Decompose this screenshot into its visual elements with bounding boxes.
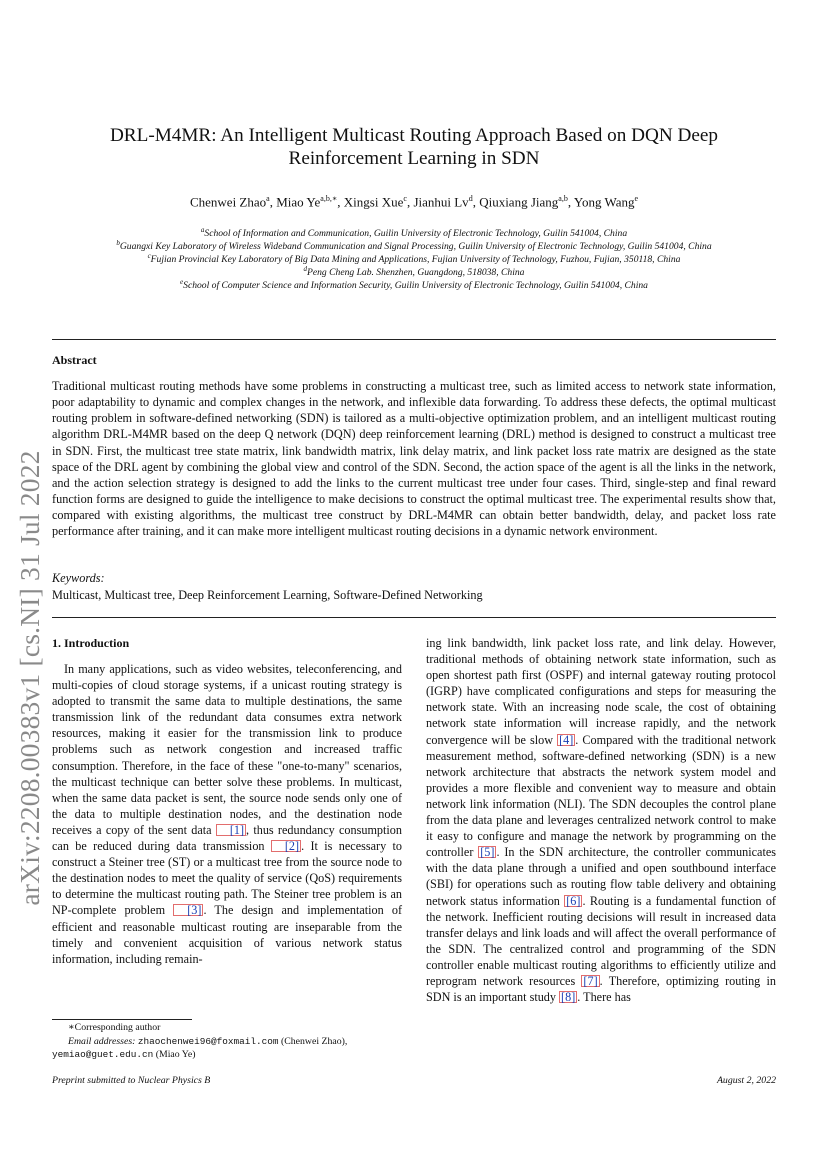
affiliation-mark: a bbox=[200, 226, 205, 234]
citation-link[interactable]: [5] bbox=[480, 845, 495, 860]
paragraph-text: . There has bbox=[577, 990, 631, 1005]
affiliation-mark: c bbox=[147, 252, 151, 261]
author-affiliation-mark: a,b bbox=[558, 194, 568, 203]
citation-link[interactable]: [8] bbox=[561, 990, 576, 1005]
author-name: Chenwei Zhao bbox=[189, 194, 267, 210]
paper-title bbox=[60, 124, 768, 170]
paragraph-text: ing link bandwidth, link packet loss rate, and link delay. However, traditional methods of obtaining network state information, such as open shortest path first (OSPF) and internal gateway routing protocol (IGRP) have complicated configurations and steps for measuring the network state. With an increasing node scale, the cost of obtaining network state information will increase rapidly, and the network convergence will be slow bbox=[426, 636, 776, 747]
keywords-text: Multicast, Multicast tree, Deep Reinforcement Learning, Software-Defined Networking bbox=[52, 588, 483, 602]
paragraph-text: In many applications, such as video websites, teleconferencing, and multi-copies of cloud storage systems, if a unicast routing strategy is adopted to transmit the same data to multiple destinations, the same transmission link of the redundant data consumes extra network resources, making it easier for the transmission link to produce problems such as network congestion and increased traffic consumption. Therefore, in the face of these "one-to-many" scenarios, the multicast technique can better solve these problems. In multicast, when the same data packet is sent, the source node sends only one of the data to multiple destination nodes, and the destination node receives a copy of the sent data bbox=[52, 662, 402, 837]
author-name: Qiuxiang Jiang bbox=[479, 194, 559, 210]
left-column-text bbox=[52, 661, 402, 967]
paragraph-text: . The design and implementation of efficient and reasonable multicast routing are inseparable from the timely and convenient acquisition of various network status information, including remain- bbox=[52, 903, 402, 966]
citation-link[interactable]: [3] bbox=[173, 904, 203, 916]
affiliation-mark: b bbox=[116, 239, 120, 248]
right-column-text bbox=[426, 635, 776, 1005]
author-name: Xingsi Xue bbox=[343, 194, 404, 210]
citation-link[interactable]: [2] bbox=[271, 840, 301, 852]
email-name-ye: (Miao Ye) bbox=[155, 1049, 196, 1060]
affiliation-line bbox=[40, 276, 788, 292]
paragraph-text: . It is necessary to construct a Steiner tree (ST) or a multicast tree from the source node to the destination nodes to meet the quality of service (QoS) requirements to determine the multicast routing path. The Steiner tree problem is an NP-complete problem bbox=[52, 839, 402, 918]
paragraph-text: . Routing is a fundamental function of the network. Inefficient routing decisions will result in increased data transfer delays and link loads and will affect the overall performance of the SDN. The centralized control and programming of the SDN controller enable multicast routing algorithms to efficiently utilize and reprogram network resources bbox=[426, 893, 776, 988]
author-name: Miao Ye bbox=[276, 194, 321, 210]
footnote-rule bbox=[52, 1019, 192, 1020]
author-affiliation-mark: c bbox=[403, 194, 407, 203]
paper-title-line1: DRL-M4MR: An Intelligent Multicast Routing Approach Based on DQN Deep bbox=[109, 125, 719, 146]
author-name: Jianhui Lv bbox=[413, 194, 469, 210]
affiliation-mark: e bbox=[180, 278, 184, 287]
footer-date: August 2, 2022 bbox=[716, 1075, 776, 1086]
paragraph bbox=[52, 661, 402, 967]
author-affiliation-mark: a bbox=[266, 194, 270, 203]
author-name: Yong Wang bbox=[573, 194, 635, 210]
author-affiliation-mark: e bbox=[634, 194, 639, 203]
email-link-ye[interactable]: yemiao@guet.edu.cn bbox=[52, 1049, 154, 1060]
citation-link[interactable]: [1] bbox=[216, 824, 246, 836]
affiliation-text: Peng Cheng Lab. Shenzhen, Guangdong, 518038, China bbox=[307, 267, 525, 279]
email-name-zhao: (Chenwei Zhao), bbox=[280, 1036, 348, 1047]
affiliation-text: School of Computer Science and Information Security, Guilin University of Electronic Technology, Guilin 541004, China bbox=[183, 280, 648, 292]
paragraph-text: , thus redundancy consumption can be reduced during data transmission bbox=[52, 822, 402, 854]
citation-link[interactable]: [6] bbox=[566, 893, 581, 908]
arxiv-sidebar-stamp bbox=[0, 378, 60, 978]
abstract-heading: Abstract bbox=[52, 353, 97, 367]
top-rule bbox=[52, 339, 776, 340]
author-list: Chenwei Zhao$^a$, Miao $Ye^{a,b,∗}$, Xingsi Xue$^c$, Jianhui Lv$^d$, Qiuxiang Jiang$^{a,b}$, Yong Wang$^e$ bbox=[189, 194, 639, 210]
footnote-email-label: Email addresses: bbox=[68, 1036, 136, 1047]
bottom-rule bbox=[52, 617, 776, 618]
footnote-corresponding: ∗Corresponding author bbox=[68, 1022, 161, 1033]
affiliation-text: Guangxi Key Laboratory of Wireless Wideband Communication and Signal Processing, Guilin University of Electronic Technology, Guilin 541004, China bbox=[119, 241, 712, 253]
section-heading-introduction: 1. Introduction bbox=[52, 636, 130, 650]
paragraph-text: . Therefore, optimizing routing in SDN is an important study bbox=[426, 973, 776, 1005]
paragraph bbox=[426, 635, 776, 1005]
footer-preprint-note: Preprint submitted to Nuclear Physics B bbox=[52, 1075, 211, 1086]
email-link-zhao[interactable]: zhaochenwei96@foxmail.com bbox=[137, 1036, 279, 1047]
affiliation-mark: d bbox=[303, 265, 308, 274]
affiliation-text: School of Information and Communication, Guilin University of Electronic Technology, Guilin 541004, China bbox=[204, 228, 628, 240]
arxiv-identifier: arXiv:2208.00383v1 [cs.NI] 31 Jul 2022 bbox=[14, 450, 45, 906]
paragraph-text: . Compared with the traditional network measurement method, software-defined networking (SDN) is a new network architecture that abstracts the network system model and provides a more flexible and convenient way to measure and obtain network link information (NLI). The SDN decouples the control plane from the data plane and leverages centralized network control to make it easy to configure and manage the network by programming on the controller bbox=[426, 732, 776, 860]
footnote-emails bbox=[68, 1035, 408, 1048]
affiliation-text: Fujian Provincial Key Laboratory of Big Data Mining and Applications, Fujian University of Technology, Fuzhou, Fujian, 350118, China bbox=[150, 254, 681, 266]
abstract-text: Traditional multicast routing methods have some problems in constructing a multicast tree, such as limited access to network state information, poor adaptability to dynamic and complex changes in the network, and inflexible data forwarding. To address these defects, the optimal multicast routing problem in software-defined networking (SDN) is tailored as a multi-objective optimization problem, and an intelligent multicast routing algorithm DRL-M4MR based on the deep Q network (DQN) deep reinforcement learning (DRL) method is designed to construct a multicast tree in SDN. First, the multicast tree state matrix, link bandwidth matrix, link delay matrix, and link packet loss rate matrix are designed as the state space of the DRL agent by combining the global view and control of the SDN. Second, the action space of the agent is all the links in the network, and the action selection strategy is designed to add the links to the current multicast tree under four cases. Third, single-step and final reward function forms are designed to guide the intelligence to make decisions to construct the optimal multicast tree. The experimental results show that, compared with existing algorithms, the multicast tree construct by DRL-M4MR can obtain better bandwidth, delay, and packet loss rate performance after training, and it can make more intelligent multicast routing decisions in a dynamic network environment. bbox=[52, 379, 776, 539]
author-affiliation-mark: a,b,∗ bbox=[320, 194, 338, 203]
author-affiliation-mark: d bbox=[468, 194, 473, 203]
keywords-heading: Keywords: bbox=[52, 571, 105, 585]
paragraph-text: . In the SDN architecture, the controller communicates with the data plane through a unified and open southbound interface (SBI) for operations such as routing flow table delivery and obtaining network status information bbox=[426, 845, 776, 908]
footnote-emails-line2 bbox=[52, 1048, 195, 1061]
citation-link[interactable]: [4] bbox=[559, 732, 574, 747]
citation-link[interactable]: [7] bbox=[583, 973, 598, 988]
paper-title-line2: Reinforcement Learning in SDN bbox=[288, 148, 540, 169]
